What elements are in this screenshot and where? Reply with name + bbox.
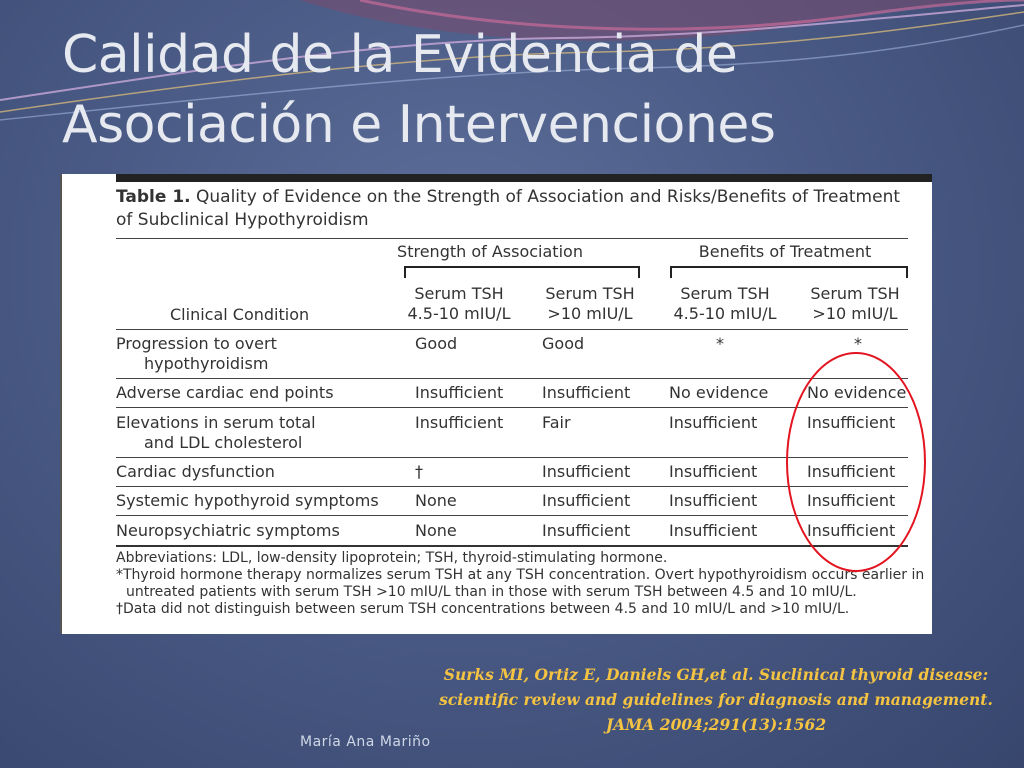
slide-title-line1: Calidad de la Evidencia de bbox=[62, 25, 738, 85]
table-footnotes bbox=[116, 550, 925, 618]
footnote-abbreviations: Abbreviations: LDL, low-density lipoprotein; TSH, thyroid-stimulating hormone. bbox=[116, 550, 668, 566]
bracket-benefits bbox=[670, 266, 908, 278]
group-benefits-of-treatment: Benefits of Treatment bbox=[698, 242, 872, 261]
col-header-assoc-4.5-10: Serum TSH 4.5-10 mIU/L bbox=[407, 284, 511, 323]
page-edge-line bbox=[60, 174, 62, 634]
table-bottom-rule bbox=[116, 545, 908, 547]
col-header-clinical-condition: Clinical Condition bbox=[170, 305, 310, 324]
table-row-rule bbox=[116, 407, 908, 408]
table-row-rule bbox=[116, 515, 908, 516]
table-caption-label: Table 1. bbox=[116, 187, 191, 207]
col-header-assoc-gt10: Serum TSH >10 mIU/L bbox=[545, 284, 635, 323]
table-caption bbox=[116, 186, 916, 232]
table-rule-top bbox=[116, 238, 908, 239]
highlight-ellipse bbox=[786, 352, 926, 572]
footnote-dagger: †Data did not distinguish between serum TSH concentrations between 4.5 and 10 mIU/L and >10 mIU/L. bbox=[116, 601, 850, 617]
table-header-rule bbox=[116, 329, 908, 330]
table-row-rule bbox=[116, 378, 908, 379]
group-strength-of-association: Strength of Association bbox=[397, 242, 583, 261]
table-caption-text: Quality of Evidence on the Strength of Association and Risks/Benefits of Treatment of Subclinical Hypothyroidism bbox=[116, 187, 901, 230]
footnote-asterisk-1: *Thyroid hormone therapy normalizes serum TSH at any TSH concentration. Overt hypothyroidism occurs earlier in bbox=[116, 567, 925, 583]
bracket-association bbox=[404, 266, 640, 278]
citation: Surks MI, Ortiz E, Daniels GH,et al. Suclinical thyroid disease: scientific review and guidelines for diagnosis and management. JAMA 2004;291(13):1562 bbox=[439, 665, 993, 734]
slide-title-line2: Asociación e Intervenciones bbox=[62, 95, 776, 155]
footnote-asterisk-2: untreated patients with serum TSH >10 mIU/L than in those with serum TSH between 4.5 and 10 mIU/L. bbox=[126, 584, 857, 600]
table-image: Table 1. Quality of Evidence on the Strength of Association and Risks/Benefits of Treatment of Subclinical Hypothyroidism Strength of Association Benefits of Treatment Serum TSH 4.5-10 mIU/L Serum TSH >10 mIU/L Serum TSH 4.5-10 mIU/L Serum TSH >10 mIU/L Clinical Condition Progression to overt hypothyroidism Good Good * * Adverse cardiac end points Insufficient Insufficient No evidence No evidence Elevations in serum total and LDL cholesterol Insufficient Fair Insufficient Insufficient Cardiac dysfunction † Insufficient Insufficient Insufficient Systemic hypothyroid symptoms None Insufficient Insufficient Insufficient Neuropsychiatric symptoms None Insufficient Insufficient Insufficient Abbreviations: LDL, low-density lipoprotein; TSH, thyroid-stimulating hormone. *Thyroid hormone therapy normalizes serum TSH at any TSH concentration. Overt hypothyroidism occurs earlier in untreated patients with serum TSH >10 mIU/L than in those with serum TSH between 4.5 and 10 mIU/L. †Data did not distinguish between serum TSH concentrations between 4.5 and 10 mIU/L and >10 mIU/L. bbox=[60, 174, 932, 634]
col-header-benefit-gt10: Serum TSH >10 mIU/L bbox=[810, 284, 900, 323]
slide-title bbox=[62, 20, 962, 160]
author-name: María Ana Mariño bbox=[300, 734, 431, 750]
table-top-rule bbox=[116, 174, 932, 182]
col-header-benefit-4.5-10: Serum TSH 4.5-10 mIU/L bbox=[673, 284, 777, 323]
